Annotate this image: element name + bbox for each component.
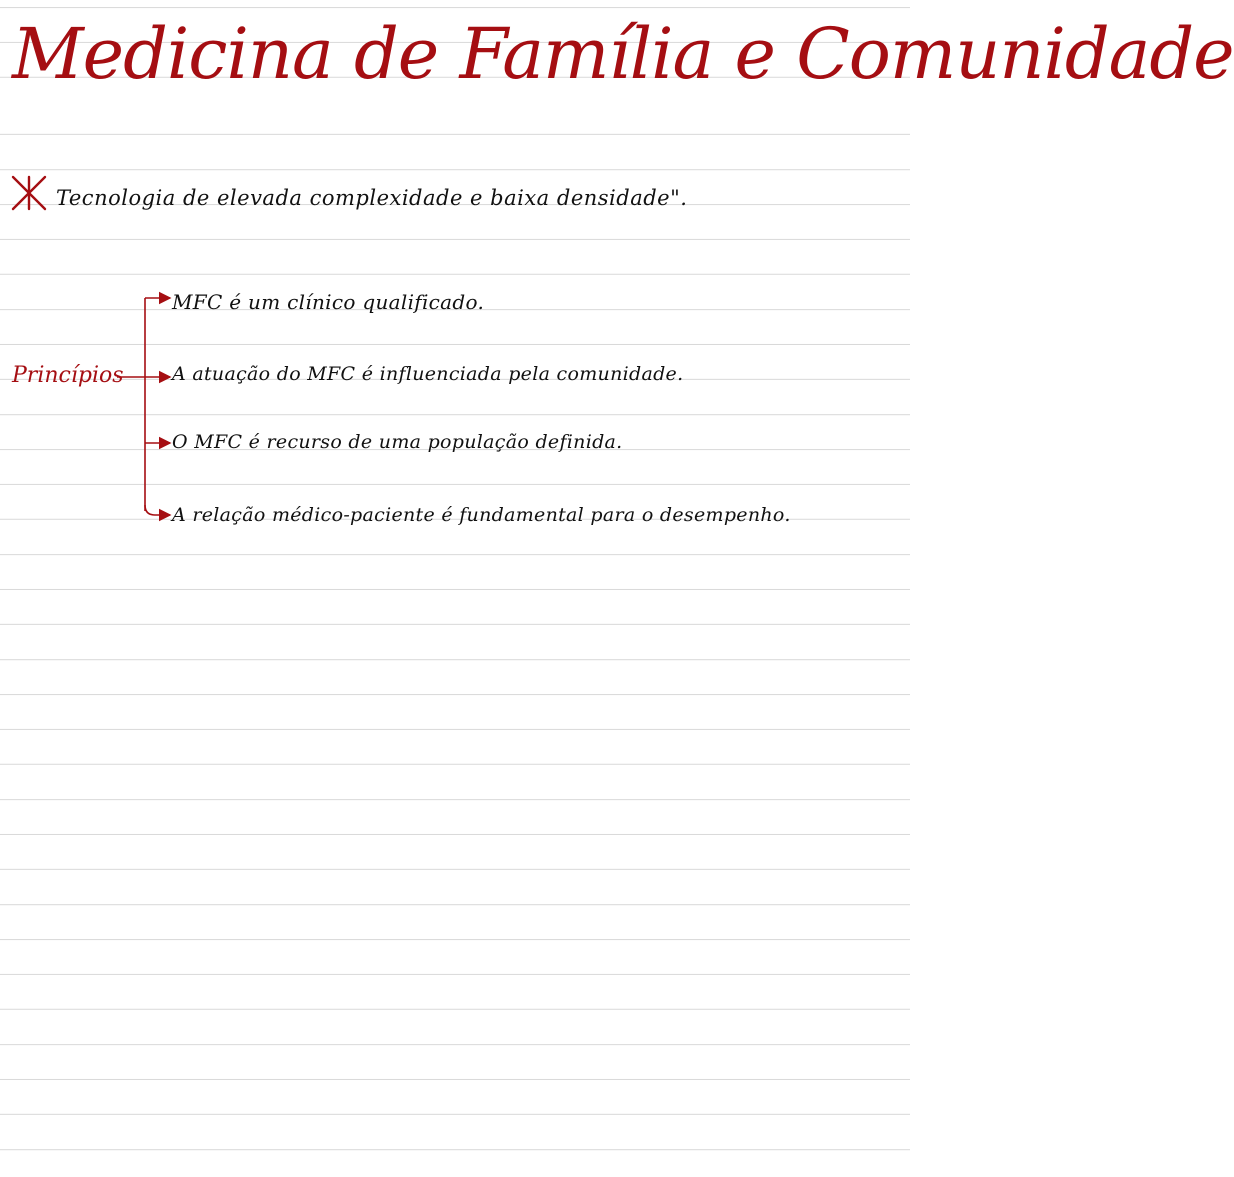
principle-item: A relação médico-paciente é fundamental para o desempenho. — [172, 504, 791, 526]
principle-item: A atuação do MFC é influenciada pela comunidade. — [172, 363, 684, 385]
asterisk-icon — [10, 174, 48, 212]
page-title: Medicina de Família e Comunidade — [12, 13, 1234, 95]
principle-item: MFC é um clínico qualificado. — [172, 290, 485, 314]
principles-label: Princípios — [12, 363, 124, 388]
tagline-text: Tecnologia de elevada complexidade e baixa densidade". — [56, 186, 688, 210]
arrow-icon — [145, 505, 170, 515]
principle-item: O MFC é recurso de uma população definida. — [172, 431, 623, 453]
